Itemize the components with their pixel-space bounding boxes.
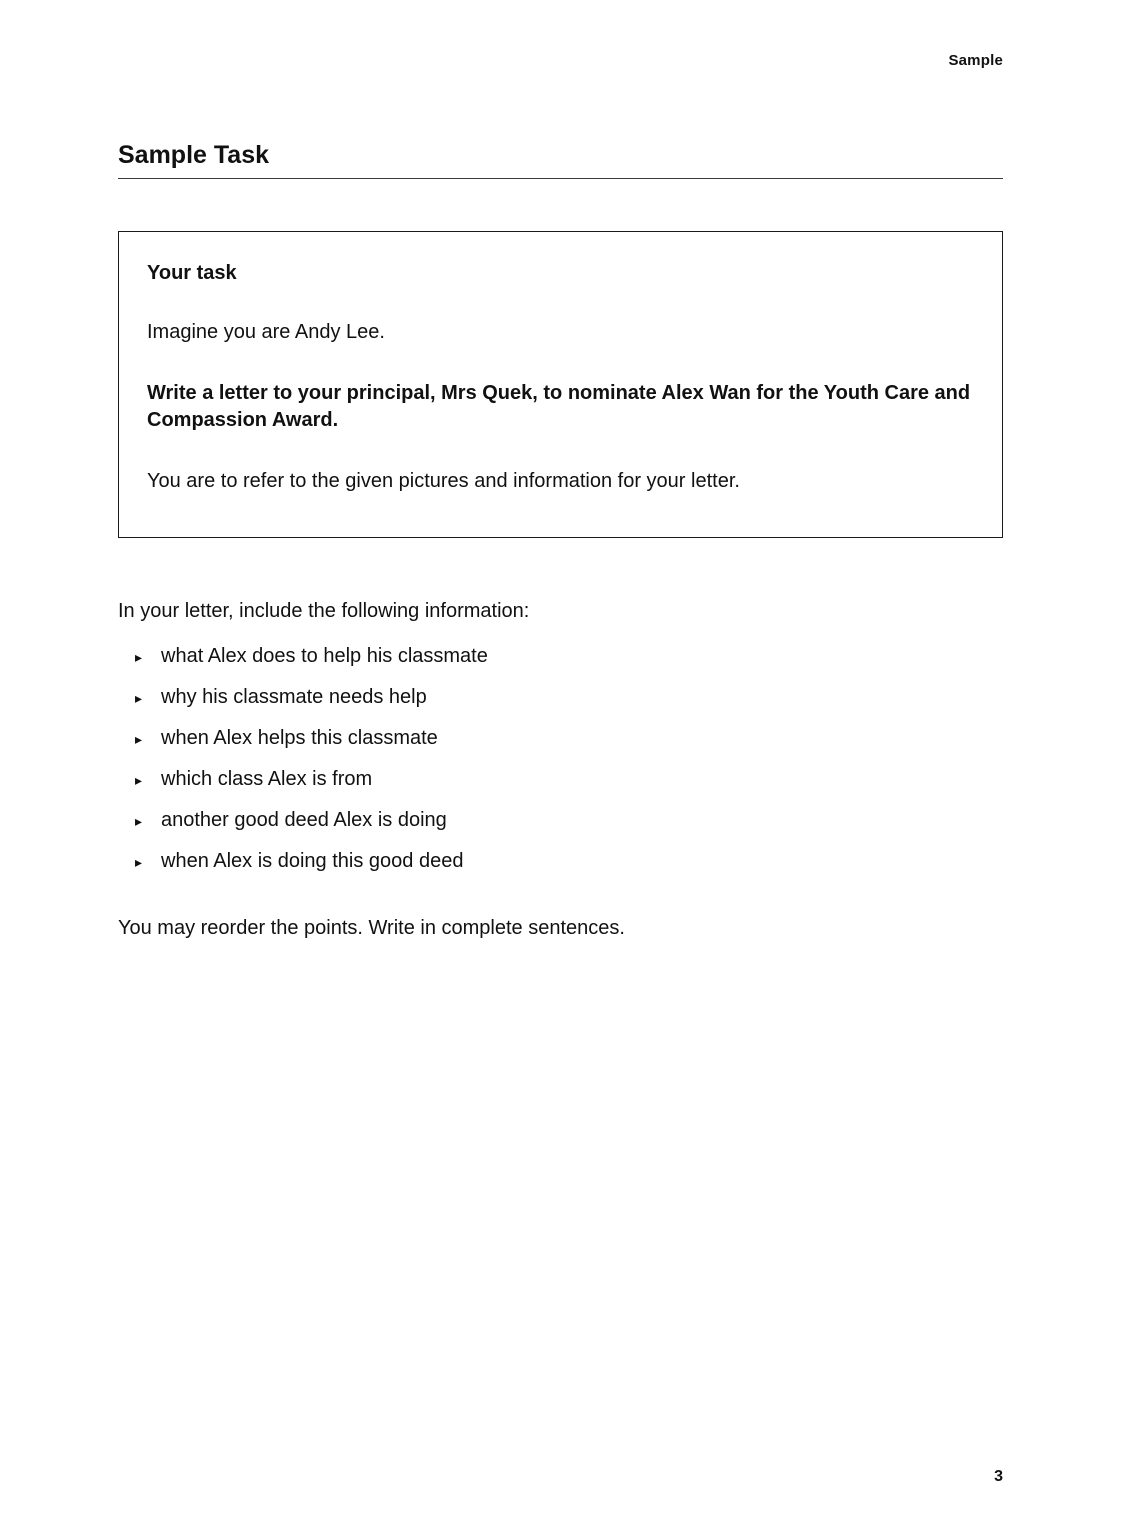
list-item-text: when Alex helps this classmate [161,727,438,749]
list-item-text: which class Alex is from [161,768,373,790]
task-paragraph-3: You are to refer to the given pictures and information for your letter. [147,470,740,492]
bullet-arrow-icon: ▸ [135,690,143,706]
task-box-heading: Your task [147,262,237,284]
task-box [118,231,1003,538]
list-item-text: what Alex does to help his classmate [161,645,488,667]
page-number: 3 [994,1468,1003,1485]
bullet-arrow-icon: ▸ [135,731,143,747]
list-item [118,809,1003,832]
list-item [118,686,1003,709]
instruction-list [118,645,1003,873]
bullet-arrow-icon: ▸ [135,649,143,665]
page-title: Sample Task [118,141,1003,179]
list-item-text: another good deed Alex is doing [161,809,447,831]
bullet-arrow-icon: ▸ [135,772,143,788]
list-item [118,768,1003,791]
bullet-arrow-icon: ▸ [135,813,143,829]
list-item [118,727,1003,750]
header-sample-label: Sample [948,52,1003,69]
task-paragraph-1: Imagine you are Andy Lee. [147,321,385,343]
list-item [118,645,1003,668]
task-paragraph-2: Write a letter to your principal, Mrs Quek, to nominate Alex Wan for the Youth Care and Compassion Award. [147,382,971,431]
instructions-outro: You may reorder the points. Write in complete sentences. [118,917,625,939]
list-item-text: why his classmate needs help [161,686,427,708]
list-item-text: when Alex is doing this good deed [161,850,464,872]
bullet-arrow-icon: ▸ [135,854,143,870]
list-item [118,850,1003,873]
instructions-intro: In your letter, include the following information: [118,600,530,622]
